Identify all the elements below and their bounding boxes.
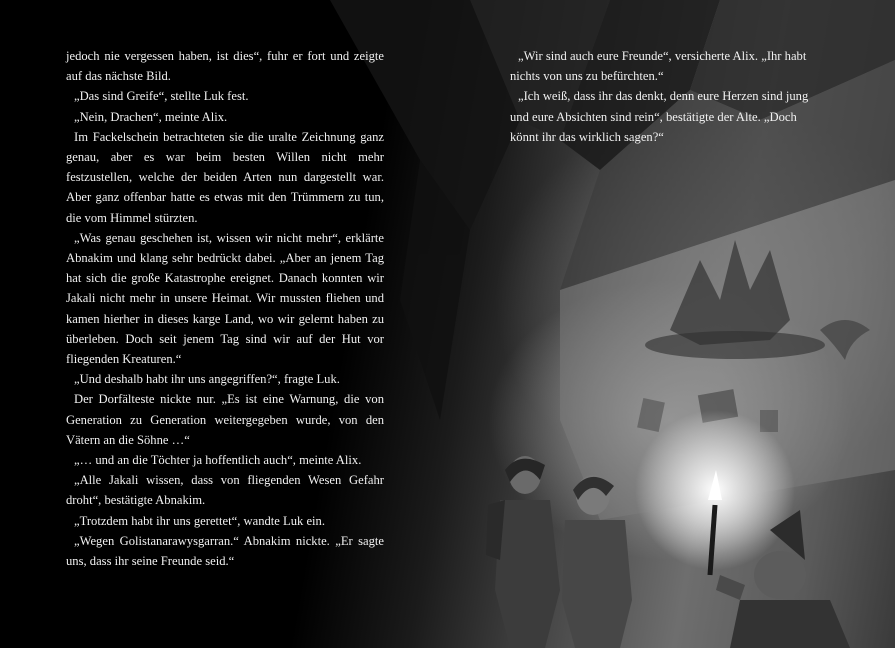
paragraph: jedoch nie vergessen haben, ist dies“, fuhr er fort und zeigte auf das nächste Bild. — [66, 49, 384, 84]
paragraph: „Ich weiß, dass ihr das denkt, denn eure Herzen sind jung und eure Absichten sind rein“, bestätigte der Alte. „Doch könnt ihr das wirklich sagen?“ — [510, 89, 809, 144]
paragraph: „Trotzdem habt ihr uns gerettet“, wandte Luk ein. — [74, 513, 325, 528]
paragraph: „Alle Jakali wissen, dass von fliegenden Wesen Gefahr droht“, bestätigte Abnakim. — [66, 473, 384, 508]
paragraph: „… und an die Töchter ja hoffentlich auch“, meinte Alix. — [74, 453, 362, 468]
paragraph: „Wegen Golistanarawysgarran.“ Abnakim nickte. „Er sagte uns, dass ihr seine Freunde seid.“ — [66, 533, 384, 569]
right-page-text — [510, 46, 810, 147]
paragraph: Im Fackelschein betrachteten sie die uralte Zeichnung ganz genau, aber es war beim besten Willen nicht mehr festzustellen, welche der beiden Arten nun dargestellt war. Aber ganz offenbar hatte es etwas mit den Trümmern zu tun, die vom Himmel stürzten. — [66, 129, 384, 225]
paragraph: „Das sind Greife“, stellte Luk fest. — [74, 89, 249, 104]
paragraph: „Und deshalb habt ihr uns angegriffen?“, fragte Luk. — [74, 372, 340, 387]
paragraph: „Wir sind auch eure Freunde“, versicherte Alix. „Ihr habt nichts von uns zu befürchten.“ — [510, 49, 807, 84]
paragraph: „Nein, Drachen“, meinte Alix. — [74, 109, 228, 124]
paragraph: „Was genau geschehen ist, wissen wir nicht mehr“, erklärte Abnakim und klang sehr bedrückt dabei. „Aber an jenem Tag hat sich die große Katastrophe ereignet. Danach konnten wir Jakali nicht mehr in unsere Heimat. Wir mussten fliehen und kamen hierher in dieses karge Land, wo wir gelernt haben zu überleben. Doch seit jenem Tag sind wir auf der Hut vor fliegenden Kreaturen.“ — [66, 230, 384, 367]
paragraph: Der Dorfälteste nickte nur. „Es ist eine Warnung, die von Generation zu Generation weitergegeben wurde, von den Vätern an die Söhne …“ — [66, 392, 384, 447]
character-alix — [486, 456, 560, 648]
left-page-text — [66, 46, 384, 571]
